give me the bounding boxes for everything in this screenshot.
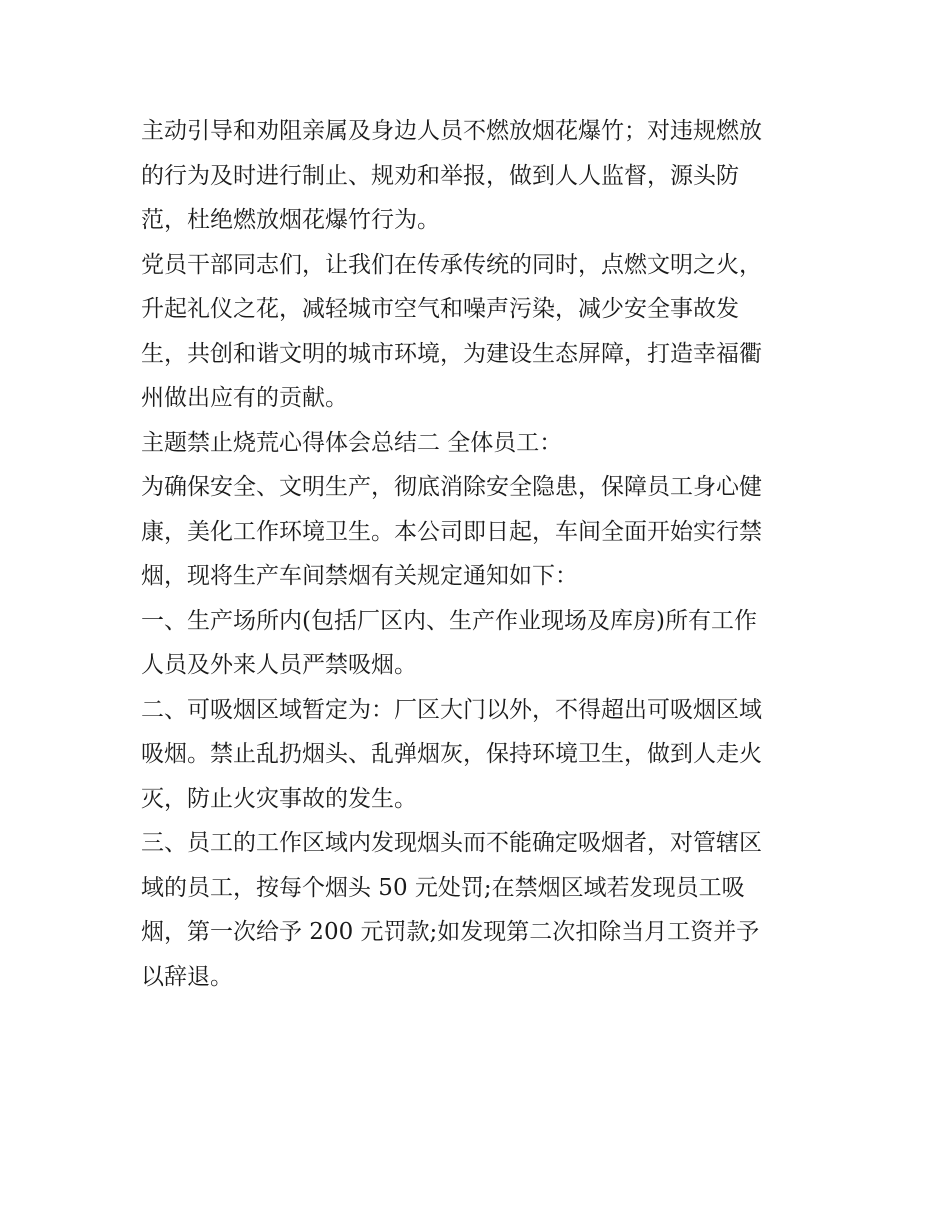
rule-item-3 — [141, 821, 816, 999]
rule-item-1 — [141, 599, 816, 688]
text-line: 党员干部同志们，让我们在传承传统的同时，点燃文明之火， — [141, 251, 762, 278]
text-line: 升起礼仪之花，减轻城市空气和噪声污染，减少安全事故发 — [141, 296, 739, 322]
paragraph — [141, 243, 816, 421]
text-line: 烟，第一次给予 200 元罚款;如发现第二次扣除当月工资并予 — [141, 919, 760, 945]
text-line: 二、可吸烟区域暂定为：厂区大门以外，不得超出可吸烟区域 — [141, 696, 762, 723]
text-line: 生，共创和谐文明的城市环境，为建设生态屏障，打造幸福衢 — [141, 340, 762, 367]
text-line: 主动引导和劝阻亲属及身边人员不燃放烟花爆竹；对违规燃放 — [141, 118, 762, 144]
text-line: 主题禁止烧荒心得体会总结二 全体员工： — [141, 429, 563, 456]
text-line: 以辞退。 — [141, 963, 233, 990]
text-line: 的行为及时进行制止、规劝和举报，做到人人监督，源头防 — [141, 162, 739, 189]
text-line: 范，杜绝燃放烟花爆竹行为。 — [141, 207, 440, 233]
paragraph — [141, 109, 816, 243]
rule-item-2 — [141, 688, 816, 822]
text-line: 人员及外来人员严禁吸烟。 — [141, 652, 417, 678]
text-line: 吸烟。禁止乱扔烟头、乱弹烟灰，保持环境卫生，做到人走火 — [141, 741, 762, 767]
document-body — [141, 109, 816, 999]
section-heading — [141, 421, 816, 466]
text-line: 域的员工，按每个烟头 50 元处罚;在禁烟区域若发现员工吸 — [141, 874, 745, 901]
text-line: 州做出应有的贡献。 — [141, 385, 348, 411]
text-line: 三、员工的工作区域内发现烟头而不能确定吸烟者，对管辖区 — [141, 830, 762, 856]
paragraph — [141, 465, 816, 599]
text-line: 灭，防止火灾事故的发生。 — [141, 785, 417, 812]
text-line: 康，美化工作环境卫生。本公司即日起，车间全面开始实行禁 — [141, 518, 762, 545]
text-line: 烟，现将生产车间禁烟有关规定通知如下： — [141, 563, 578, 589]
text-line: 一、生产场所内(包括厂区内、生产作业现场及库房)所有工作 — [141, 607, 757, 634]
text-line: 为确保安全、文明生产，彻底消除安全隐患，保障员工身心健 — [141, 474, 762, 500]
